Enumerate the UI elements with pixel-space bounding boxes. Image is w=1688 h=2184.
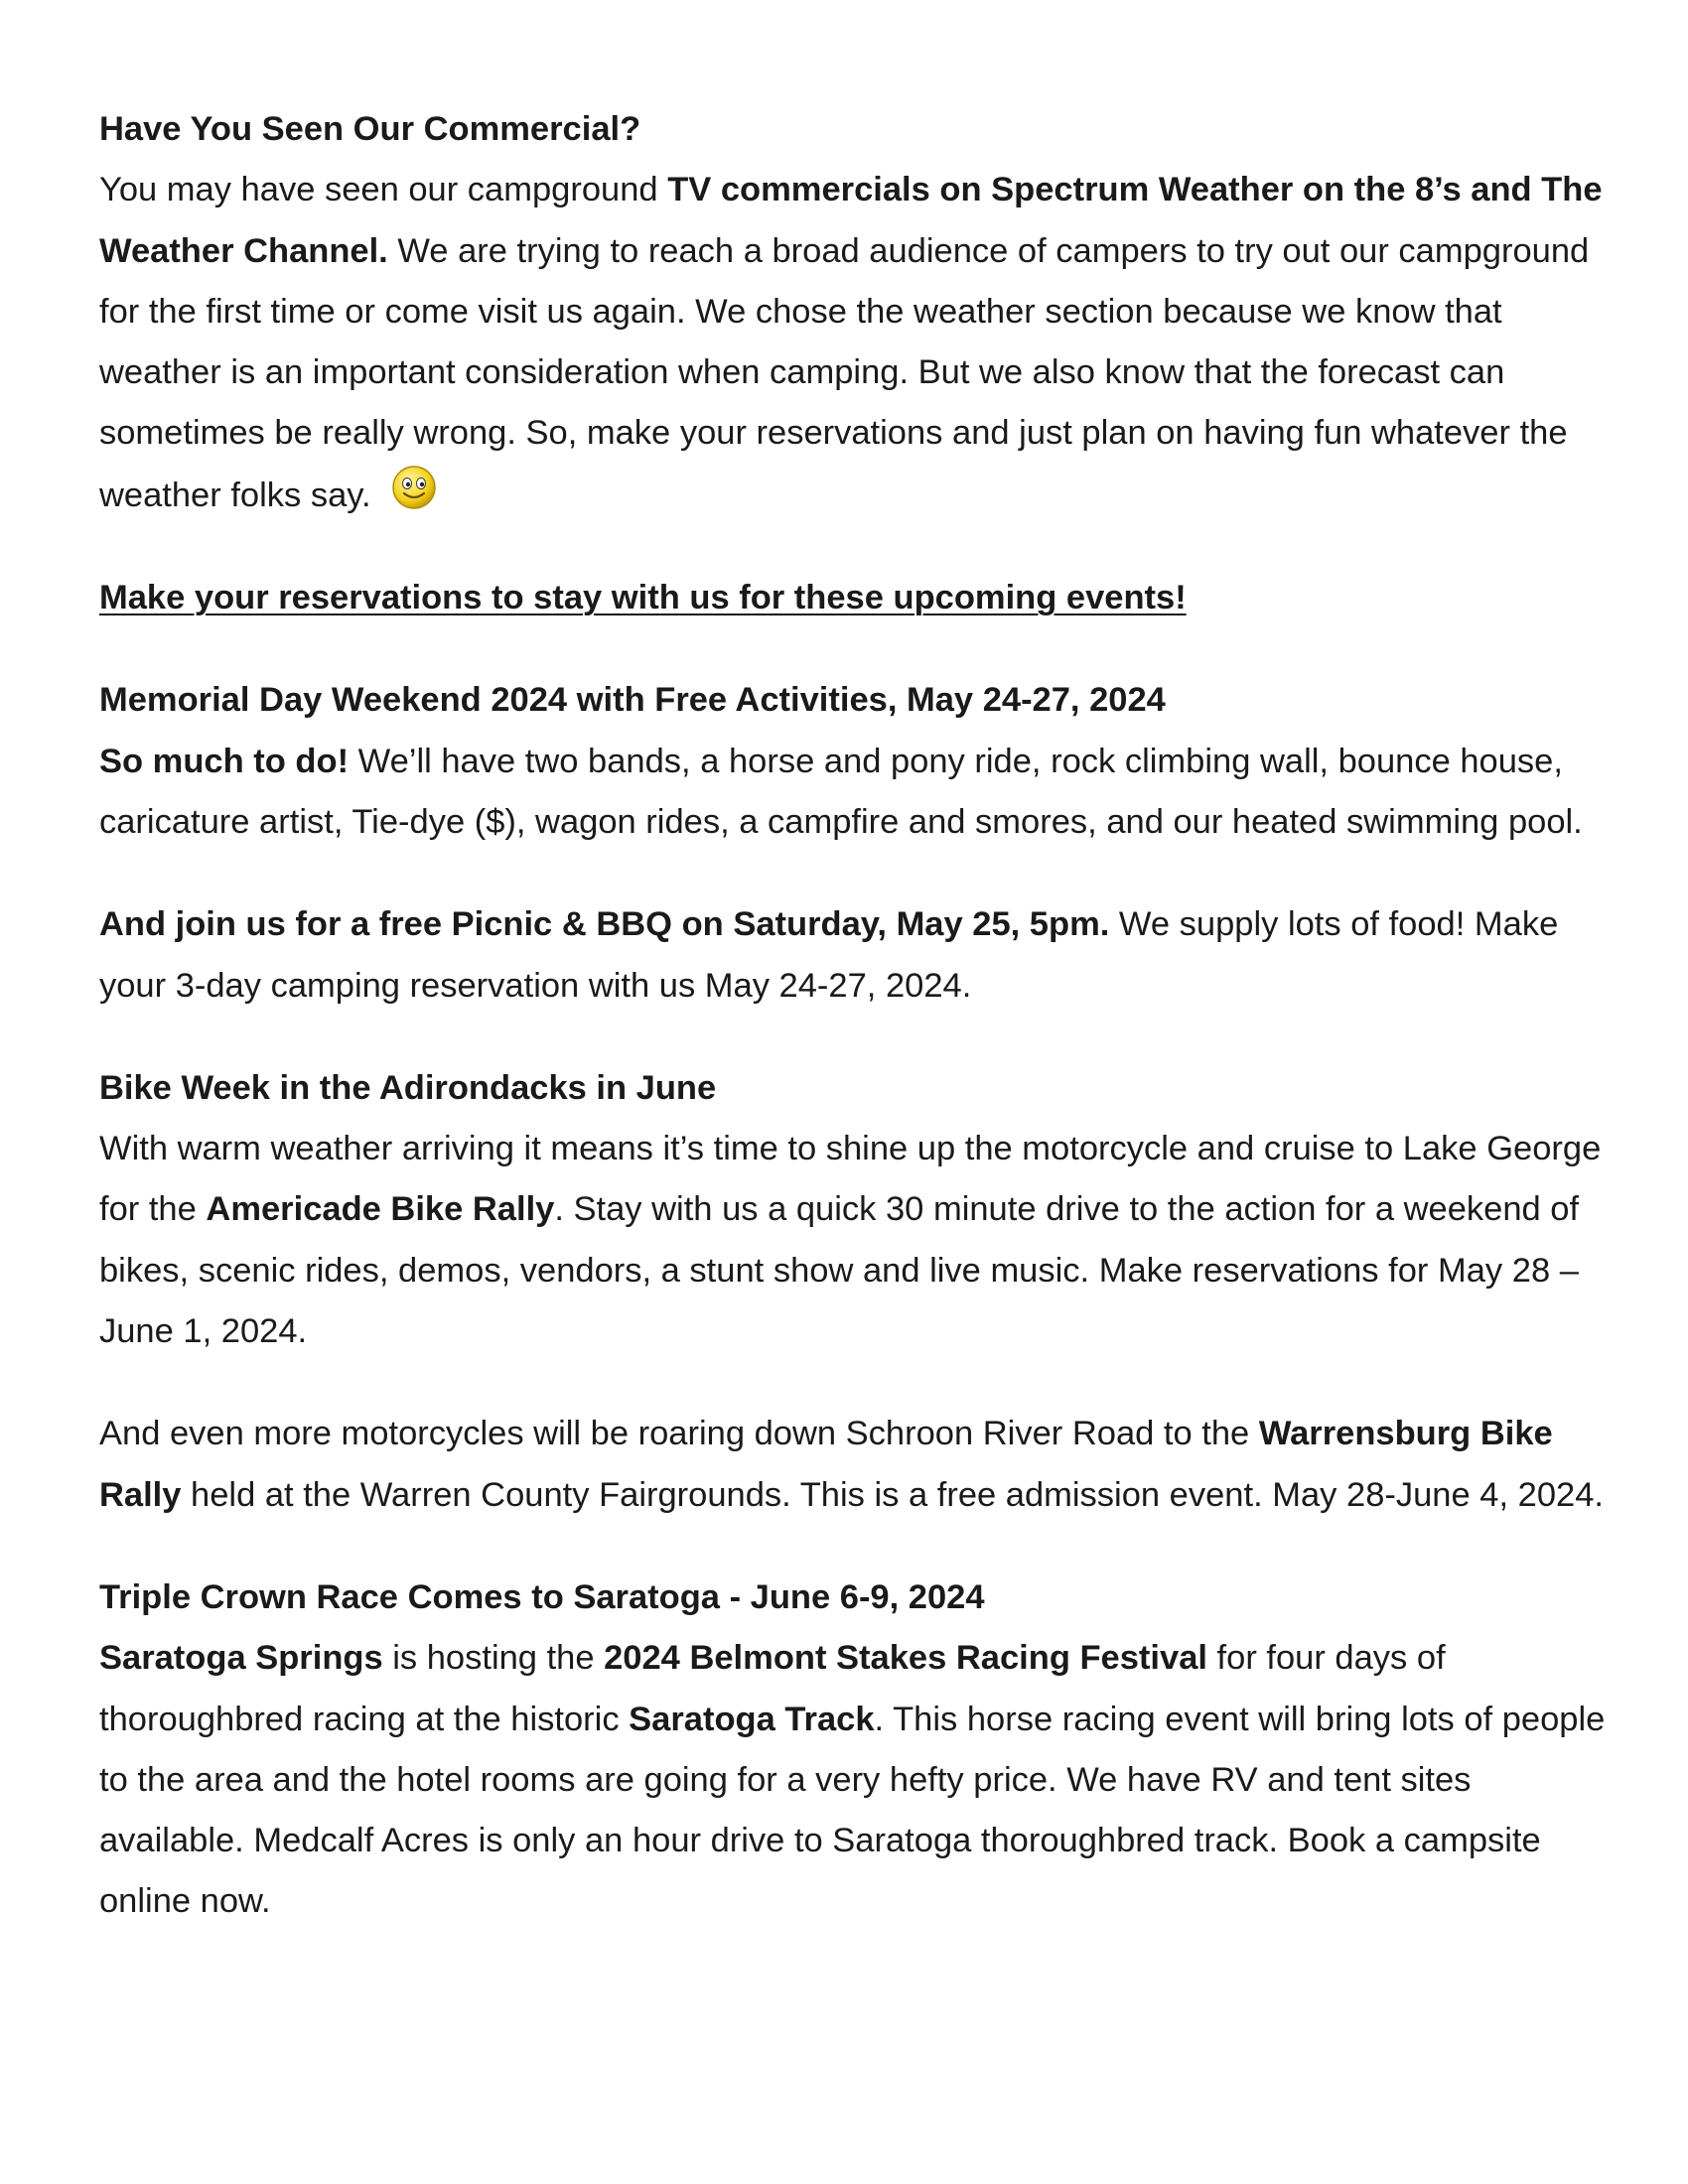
- memorial-bold-1: So much to do!: [99, 742, 350, 780]
- bike-bold-1: Americade Bike Rally: [206, 1190, 555, 1229]
- memorial-text-1: We’ll have two bands, a horse and pony ride, rock climbing wall, bounce house, caricature artist, Tie-dye ($), wagon rides, a campfire and smores, and our heated swimming pool.: [99, 742, 1583, 841]
- memorial-text-2: We supply lots of food! Make your 3-day camping reservation with us May 24-27, 2024.: [99, 905, 1559, 1005]
- commercial-text-1: You may have seen our campground: [99, 171, 668, 209]
- reservations-heading: Make your reservations to stay with us for these upcoming events!: [99, 579, 1187, 617]
- memorial-picnic: [99, 894, 1609, 1017]
- bike-text-4: held at the Warren County Fairgrounds. This is a free admission event. May 28-June 4, 2024.: [181, 1475, 1604, 1514]
- bike-text-3: And even more motorcycles will be roaring down Schroon River Road to the: [99, 1415, 1259, 1453]
- triple-text-3: . This horse racing event will bring lots of people to the area and the hotel rooms are going for a very hefty price. We have RV and tent sites available. Medcalf Acres is only an hour drive to Saratoga thoroughbred track. Book a campsite online now.: [99, 1700, 1606, 1921]
- document-page: [99, 99, 1609, 1933]
- triple-bold-1: Saratoga Springs: [99, 1639, 383, 1678]
- commercial-bold-1: TV commercials on Spectrum Weather on the 8’s and The Weather Channel.: [99, 171, 1603, 270]
- commercial-heading: Have You Seen Our Commercial?: [99, 110, 641, 148]
- triple-text-1: is hosting the: [382, 1639, 605, 1678]
- triple-heading: Triple Crown Race Comes to Saratoga - June 6-9, 2024: [99, 1577, 985, 1616]
- bike-warrensburg: [99, 1404, 1609, 1526]
- smiley-face-icon: [391, 465, 437, 510]
- triple-text-2: for four days of thoroughbred racing at the historic: [99, 1639, 1446, 1738]
- triple-bold-3: Saratoga Track: [629, 1700, 875, 1738]
- memorial-bold-2: And join us for a free Picnic & BBQ on Saturday, May 25, 5pm.: [99, 905, 1110, 944]
- bike-text-1: With warm weather arriving it means it’s time to shine up the motorcycle and cruise to Lake George for the: [99, 1130, 1602, 1229]
- commercial-text-2: We are trying to reach a broad audience of campers to try out our campground for the first time or come visit us again. We chose the weather section because we know that weather is an important consideration when camping. But we also know that the forecast can sometimes be really wrong. So, make your reservations and just plan on having fun whatever the weather folks say.: [99, 231, 1590, 514]
- memorial-heading: Memorial Day Weekend 2024 with Free Activities, May 24-27, 2024: [99, 681, 1166, 720]
- bike-text-2: . Stay with us a quick 30 minute drive to the action for a weekend of bikes, scenic rides, demos, vendors, a stunt show and live music. Make reservations for May 28 – June 1, 2024.: [99, 1190, 1580, 1351]
- bike-heading: Bike Week in the Adirondacks in June: [99, 1068, 717, 1107]
- reservations-heading-block: [99, 568, 1609, 628]
- commercial-section: [99, 99, 1609, 526]
- triple-section: [99, 1568, 1609, 1933]
- bike-bold-2: Warrensburg Bike Rally: [99, 1415, 1553, 1514]
- bike-section: [99, 1058, 1609, 1362]
- triple-bold-2: 2024 Belmont Stakes Racing Festival: [604, 1639, 1207, 1678]
- memorial-section: [99, 670, 1609, 853]
